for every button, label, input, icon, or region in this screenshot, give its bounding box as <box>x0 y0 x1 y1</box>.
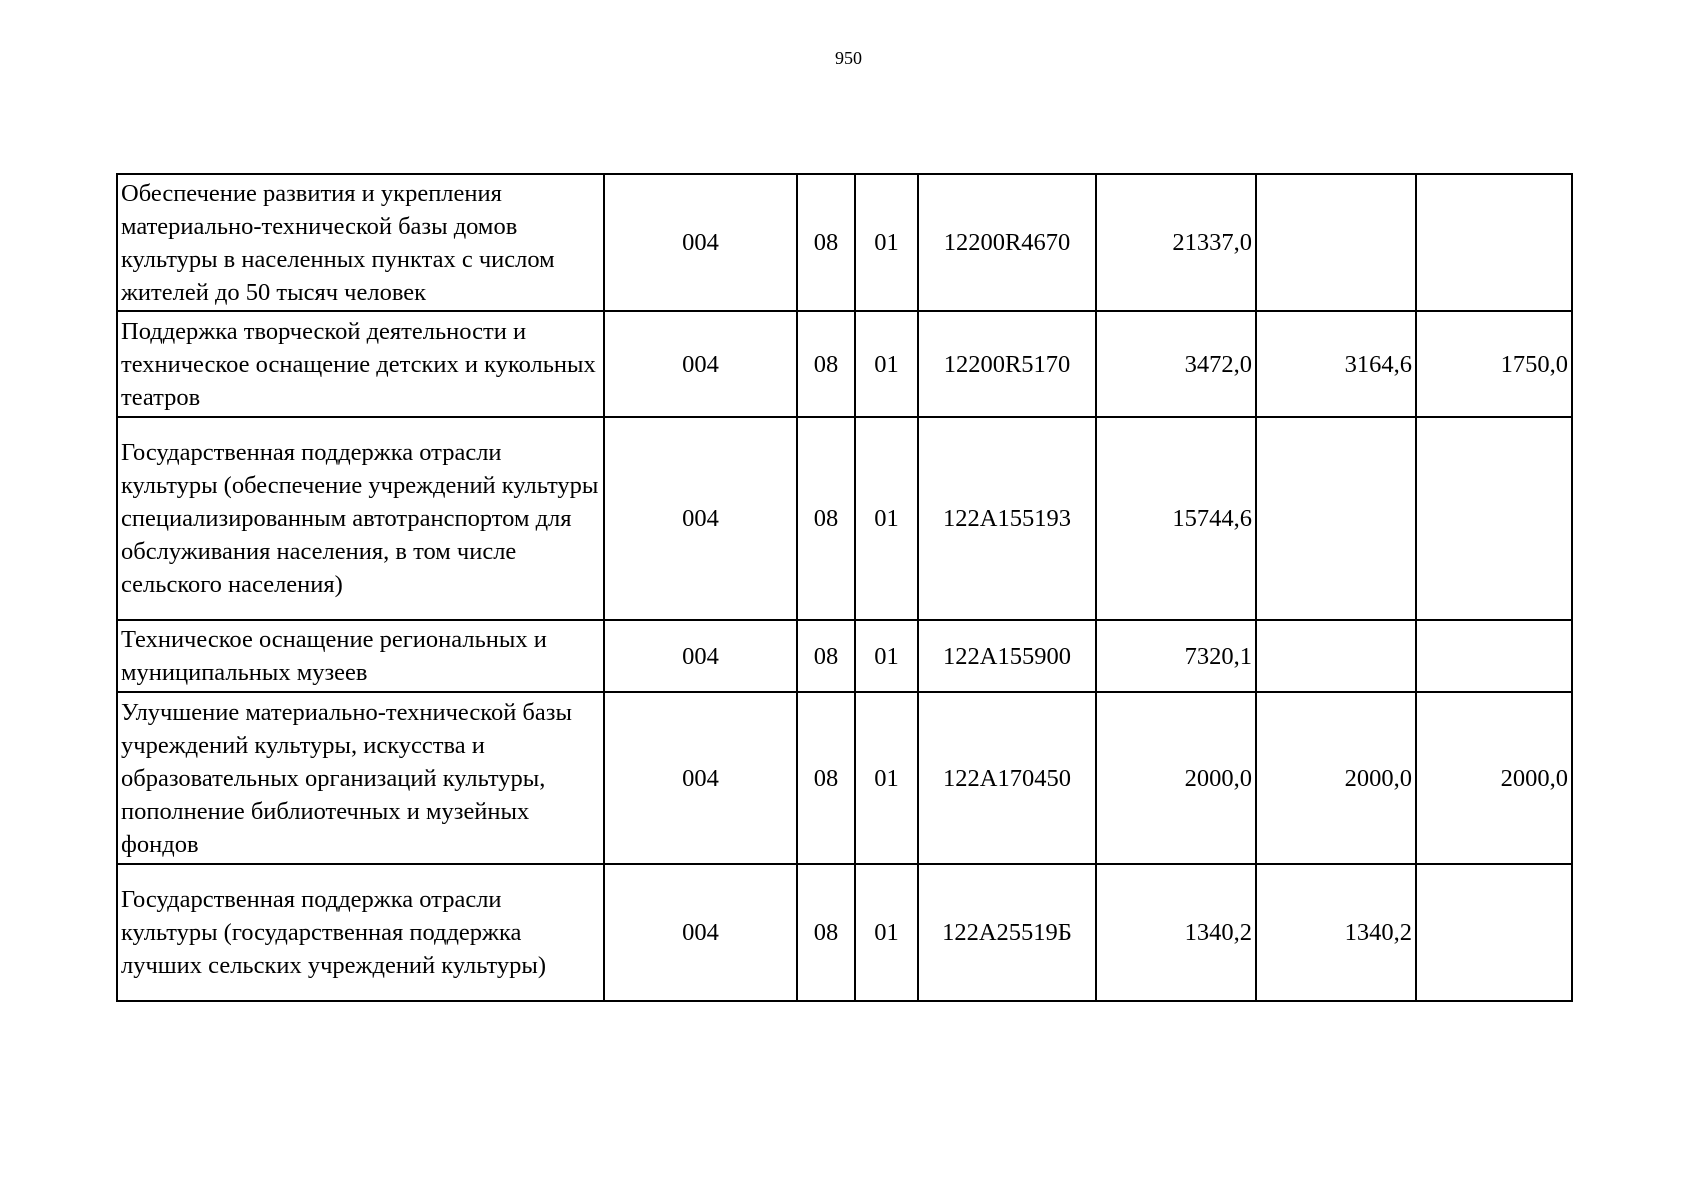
table-row <box>117 692 1572 864</box>
section-code-cell: 08 <box>797 692 855 864</box>
amount-year3-cell <box>1416 620 1572 692</box>
amount-year3-cell <box>1416 417 1572 620</box>
table-row <box>117 417 1572 620</box>
amount-year3-cell <box>1416 174 1572 311</box>
subsection-code-cell: 01 <box>855 311 918 417</box>
budget-table <box>116 173 1573 1002</box>
row-name-cell: Обеспечение развития и укрепления материально-технической базы домов культуры в населенных пунктах с числом жителей до 50 тысяч человек <box>117 174 604 311</box>
amount-year1-cell: 15744,6 <box>1096 417 1256 620</box>
table-row <box>117 311 1572 417</box>
amount-year1-cell: 21337,0 <box>1096 174 1256 311</box>
page-number: 950 <box>835 48 862 68</box>
target-item-code-cell: 12200R4670 <box>918 174 1096 311</box>
subsection-code-cell: 01 <box>855 417 918 620</box>
amount-year1-cell: 2000,0 <box>1096 692 1256 864</box>
department-code-cell: 004 <box>604 864 797 1001</box>
row-name-cell: Государственная поддержка отрасли культуры (обеспечение учреждений культуры специализированным автотранспортом для обслуживания населения, в том числе сельского населения) <box>117 417 604 620</box>
row-name-cell: Поддержка творческой деятельности и техническое оснащение детских и кукольных театров <box>117 311 604 417</box>
amount-year2-cell: 2000,0 <box>1256 692 1416 864</box>
subsection-code-cell: 01 <box>855 692 918 864</box>
amount-year3-cell: 2000,0 <box>1416 692 1572 864</box>
table-row <box>117 620 1572 692</box>
subsection-code-cell: 01 <box>855 620 918 692</box>
target-item-code-cell: 122A155193 <box>918 417 1096 620</box>
amount-year3-cell: 1750,0 <box>1416 311 1572 417</box>
target-item-code-cell: 12200R5170 <box>918 311 1096 417</box>
department-code-cell: 004 <box>604 311 797 417</box>
row-name-cell: Государственная поддержка отрасли культуры (государственная поддержка лучших сельских учреждений культуры) <box>117 864 604 1001</box>
amount-year2-cell: 1340,2 <box>1256 864 1416 1001</box>
amount-year1-cell: 7320,1 <box>1096 620 1256 692</box>
department-code-cell: 004 <box>604 417 797 620</box>
department-code-cell: 004 <box>604 620 797 692</box>
target-item-code-cell: 122A170450 <box>918 692 1096 864</box>
amount-year2-cell <box>1256 174 1416 311</box>
table-row <box>117 864 1572 1001</box>
row-name-cell: Улучшение материально-технической базы учреждений культуры, искусства и образовательных организаций культуры, пополнение библиотечных и музейных фондов <box>117 692 604 864</box>
amount-year1-cell: 1340,2 <box>1096 864 1256 1001</box>
section-code-cell: 08 <box>797 620 855 692</box>
subsection-code-cell: 01 <box>855 174 918 311</box>
row-name-cell: Техническое оснащение региональных и муниципальных музеев <box>117 620 604 692</box>
target-item-code-cell: 122A25519Б <box>918 864 1096 1001</box>
department-code-cell: 004 <box>604 174 797 311</box>
department-code-cell: 004 <box>604 692 797 864</box>
amount-year3-cell <box>1416 864 1572 1001</box>
amount-year2-cell <box>1256 417 1416 620</box>
section-code-cell: 08 <box>797 311 855 417</box>
section-code-cell: 08 <box>797 417 855 620</box>
subsection-code-cell: 01 <box>855 864 918 1001</box>
table-row <box>117 174 1572 311</box>
amount-year2-cell: 3164,6 <box>1256 311 1416 417</box>
target-item-code-cell: 122A155900 <box>918 620 1096 692</box>
section-code-cell: 08 <box>797 174 855 311</box>
amount-year1-cell: 3472,0 <box>1096 311 1256 417</box>
amount-year2-cell <box>1256 620 1416 692</box>
section-code-cell: 08 <box>797 864 855 1001</box>
